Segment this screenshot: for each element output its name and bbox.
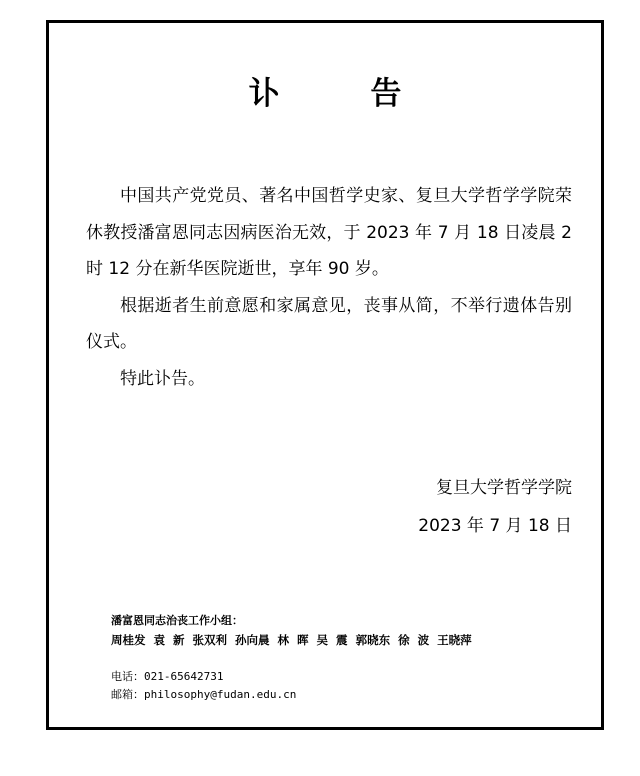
- email-label: 邮箱：: [111, 688, 144, 701]
- funeral-group-members: 周桂发 袁 新 张双利 孙向晨 林 晖 吴 震 郭晓东 徐 波 王晓萍: [111, 633, 472, 647]
- notice-paragraph-3: 特此讣告。: [120, 368, 205, 389]
- phone-number: 021-65642731: [144, 670, 224, 683]
- contact-email: [111, 686, 296, 704]
- notice-paragraph-2: 根据逝者生前意愿和家属意见，丧事从简，不举行遗体告别仪式。: [86, 295, 572, 352]
- email-address: philosophy@fudan.edu.cn: [144, 688, 297, 701]
- signature-date: 2023 年 7 月 18 日: [418, 516, 572, 536]
- funeral-group-label: 潘富恩同志治丧工作小组：: [111, 614, 243, 627]
- notice-body: [86, 178, 572, 397]
- notice-paragraph-1: 中国共产党党员、著名中国哲学史家、复旦大学哲学学院荣休教授潘富恩同志因病医治无效，于 2023 年 7 月 18 日凌晨 2 时 12 分在新华医院逝世，享年 90 岁。: [86, 186, 572, 279]
- notice-title: 讣 告: [248, 76, 442, 112]
- contact-phone: [111, 668, 223, 686]
- phone-label: 电话：: [111, 670, 144, 683]
- signature-organization: 复旦大学哲学学院: [436, 478, 572, 498]
